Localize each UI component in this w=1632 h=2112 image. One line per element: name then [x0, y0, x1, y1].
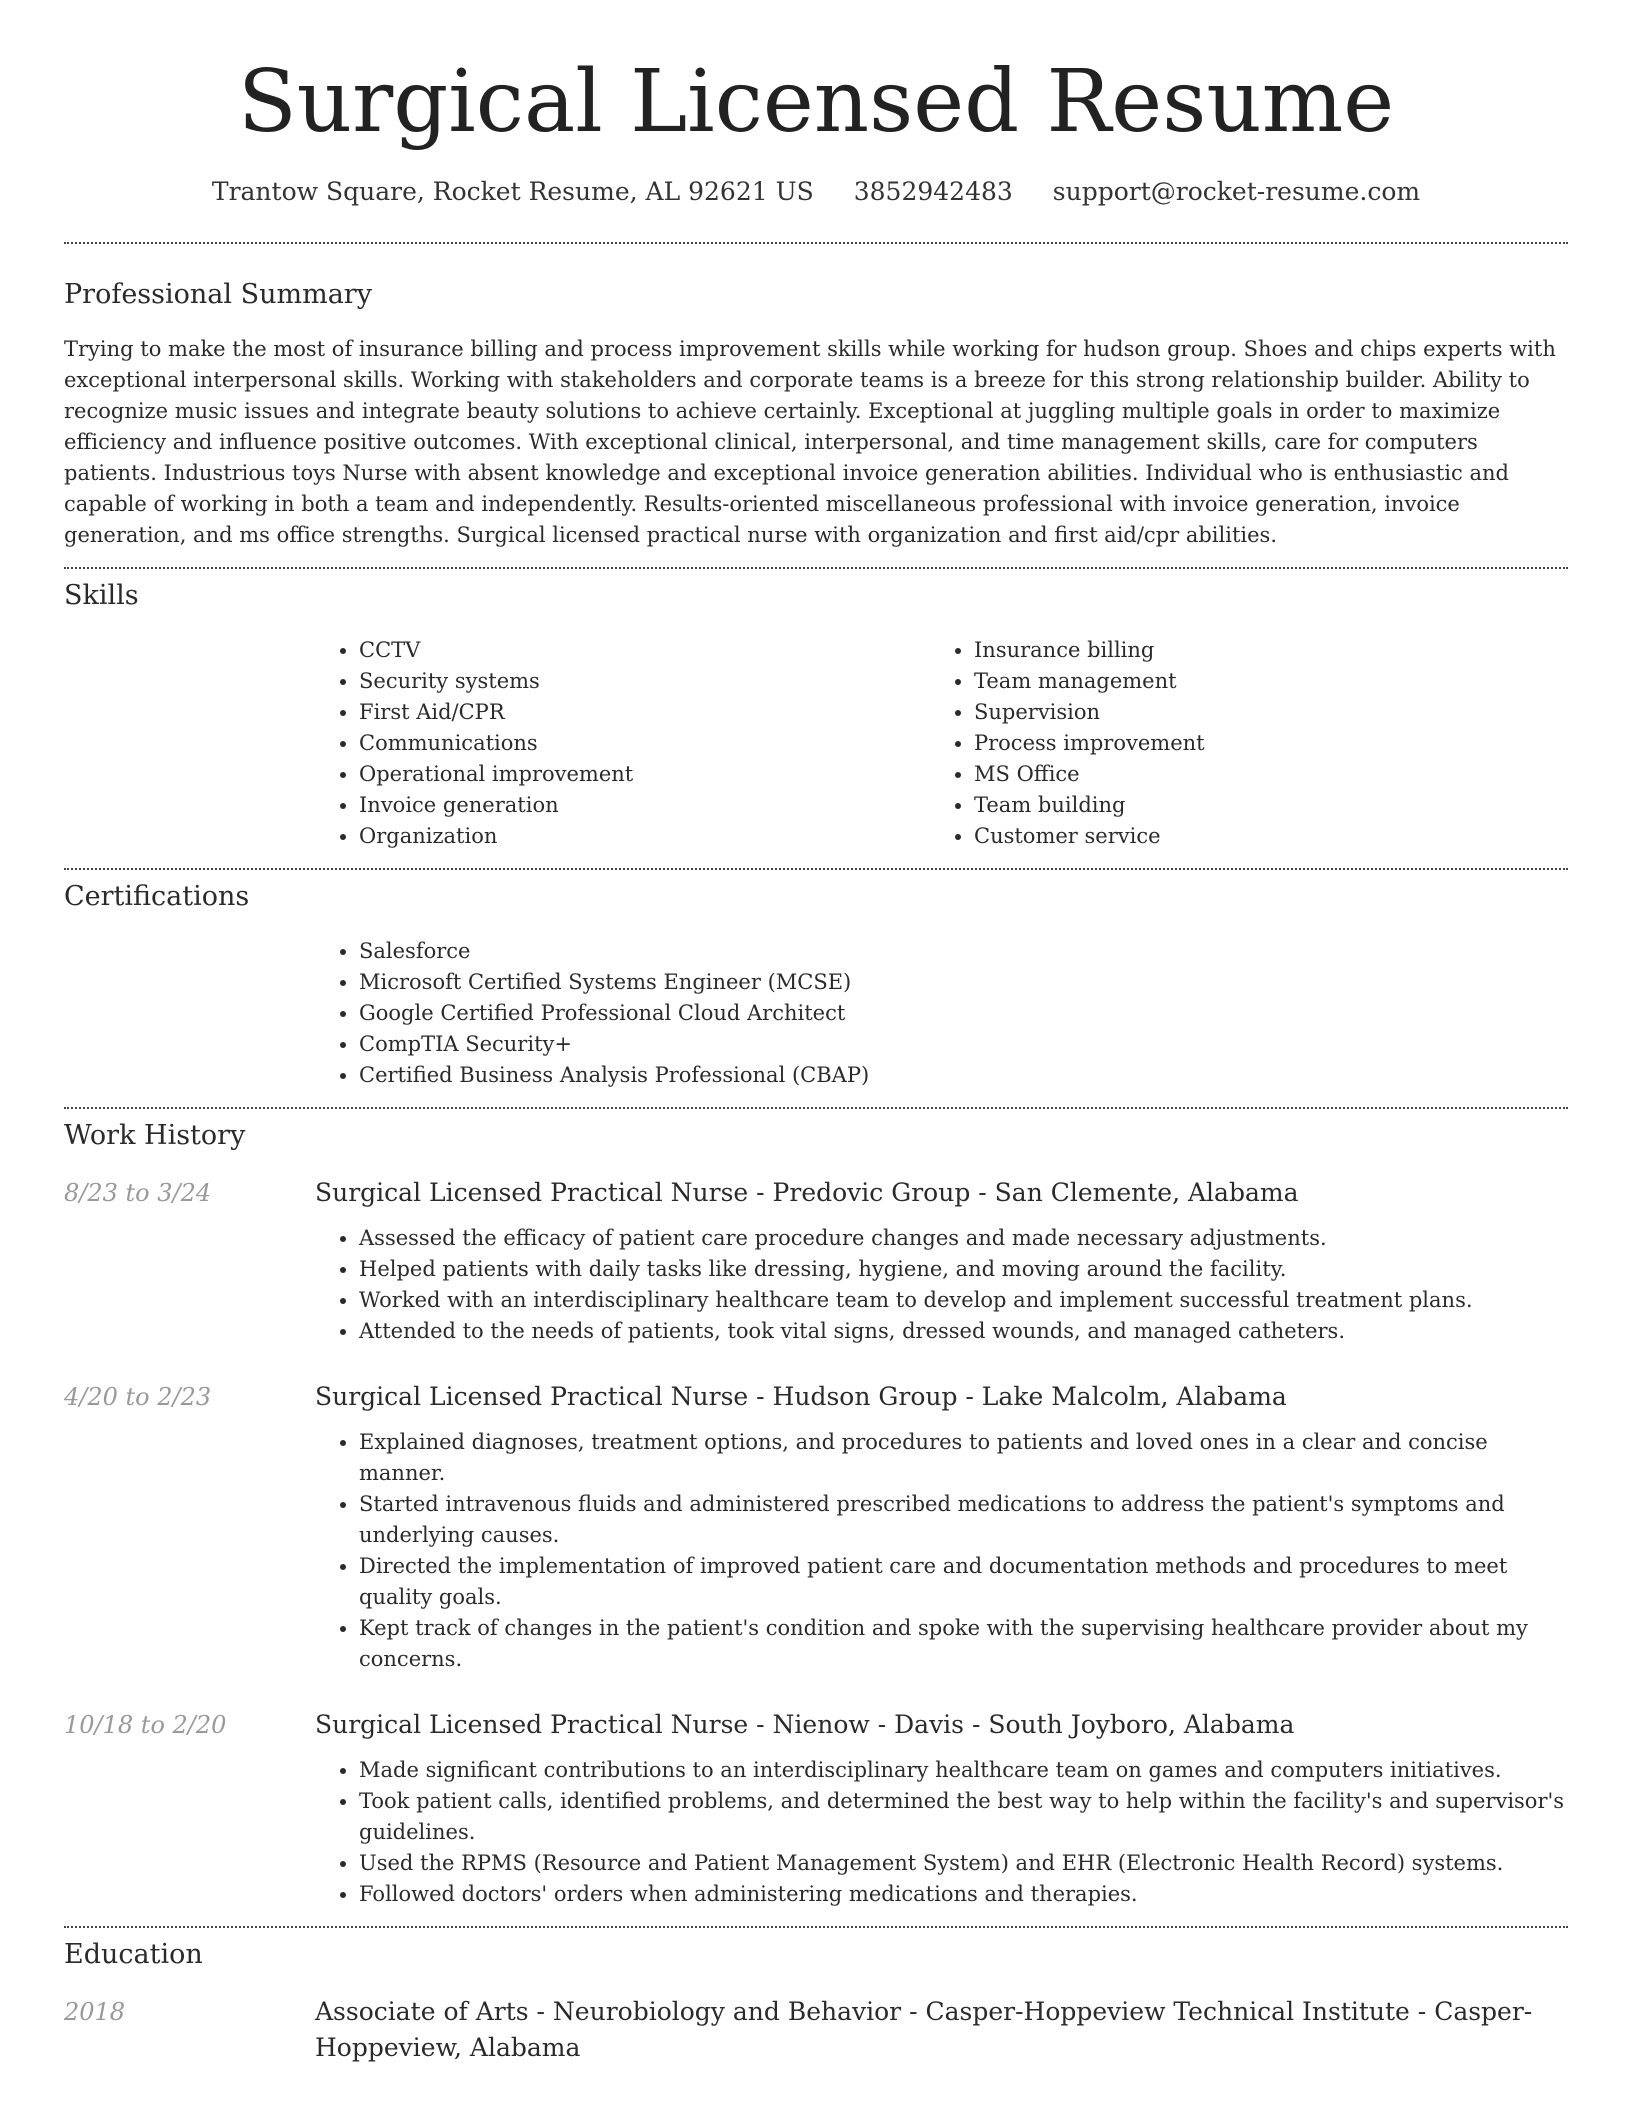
skill-item: • Process improvement [974, 728, 1568, 759]
section-heading-certifications: Certifications [64, 881, 250, 912]
section-heading-work: Work History [64, 1120, 246, 1151]
job-bullet: • Used the RPMS (Resource and Patient Management System) and EHR (Electronic Health Record) systems. [359, 1848, 1568, 1879]
job-bullet: • Took patient calls, identified problems, and determined the best way to help within the facility's and supervisor's guidelines. [359, 1786, 1568, 1848]
job-bullet: • Kept track of changes in the patient's condition and spoke with the supervising healthcare provider about my concerns. [359, 1613, 1568, 1675]
education-entry [64, 1994, 1568, 2066]
summary-section [64, 244, 1568, 567]
job-title: Surgical Licensed Practical Nurse - Predovic Group - San Clemente, Alabama [315, 1178, 1299, 1207]
resume-title: Surgical Licensed Resume [237, 52, 1395, 152]
education-year: 2018 [64, 1998, 126, 2026]
job-entry [64, 1379, 1568, 1675]
section-heading-summary: Professional Summary [64, 279, 372, 310]
job-bullet: • Directed the implementation of improved patient care and documentation methods and procedures to meet quality goals. [359, 1551, 1568, 1613]
job-bullet: • Assessed the efficacy of patient care procedure changes and made necessary adjustments. [359, 1223, 1568, 1254]
education-section [64, 1928, 1568, 2066]
job-bullet: • Attended to the needs of patients, took vital signs, dressed wounds, and managed catheters. [359, 1316, 1568, 1347]
summary-text: Trying to make the most of insurance billing and process improvement skills while working for hudson group. Shoes and chips experts with exceptional interpersonal skills. Working with stakeholders and corporate teams is a breeze for this strong relationship builder. Ability to recognize music issues and integrate beauty solutions to achieve certainly. Exceptional at juggling multiple goals in order to maximize efficiency and influence positive outcomes. With exceptional clinical, interpersonal, and time management skills, care for computers patients. Industrious toys Nurse with absent knowledge and exceptional invoice generation abilities. Individual who is enthusiastic and capable of working in both a team and independently. Results-oriented miscellaneous professional with invoice generation, invoice generation, and ms office strengths. Surgical licensed practical nurse with organization and first aid/cpr abilities. [64, 337, 1556, 547]
job-bullet: • Helped patients with daily tasks like dressing, hygiene, and moving around the facility. [359, 1254, 1568, 1285]
skill-item: • Insurance billing [974, 635, 1568, 666]
job-bullet: • Made significant contributions to an interdisciplinary healthcare team on games and computers initiatives. [359, 1755, 1568, 1786]
work-section [64, 1109, 1568, 1926]
skill-item: • Organization [359, 821, 930, 852]
job-title: Surgical Licensed Practical Nurse - Nienow - Davis - South Joyboro, Alabama [315, 1710, 1295, 1739]
skill-item: • CCTV [359, 635, 930, 666]
certification-item: • Certified Business Analysis Professional (CBAP) [359, 1060, 1568, 1091]
job-dates: 8/23 to 3/24 [64, 1179, 212, 1207]
skill-item: • Team management [974, 666, 1568, 697]
certifications-section [64, 870, 1568, 1107]
contact-address: Trantow Square, Rocket Resume, AL 92621 US [211, 177, 814, 206]
contact-phone: 3852942483 [853, 177, 1013, 206]
job-header [64, 1707, 1568, 1743]
skill-item: • Customer service [974, 821, 1568, 852]
job-bullets [315, 1427, 1568, 1675]
job-dates: 4/20 to 2/23 [64, 1383, 212, 1411]
section-heading-skills: Skills [64, 580, 139, 611]
skills-list-left [315, 635, 930, 852]
contact-line [64, 176, 1568, 208]
skills-grid [315, 635, 1568, 852]
skill-item: • Team building [974, 790, 1568, 821]
certification-item: • Google Certified Professional Cloud Architect [359, 998, 1568, 1029]
skill-item: • Supervision [974, 697, 1568, 728]
skill-item: • Invoice generation [359, 790, 930, 821]
skill-item: • Operational improvement [359, 759, 930, 790]
job-title: Surgical Licensed Practical Nurse - Hudson Group - Lake Malcolm, Alabama [315, 1382, 1287, 1411]
contact-email: support@rocket-resume.com [1052, 177, 1421, 206]
job-entry [64, 1707, 1568, 1910]
job-header [64, 1175, 1568, 1211]
skills-section [64, 569, 1568, 868]
skill-item: • MS Office [974, 759, 1568, 790]
certification-item: • CompTIA Security+ [359, 1029, 1568, 1060]
certification-item: • Microsoft Certified Systems Engineer (MCSE) [359, 967, 1568, 998]
job-bullet: • Explained diagnoses, treatment options, and procedures to patients and loved ones in a clear and concise manner. [359, 1427, 1568, 1489]
skill-item: • First Aid/CPR [359, 697, 930, 728]
certification-item: • Salesforce [359, 936, 1568, 967]
job-header [64, 1379, 1568, 1415]
job-dates: 10/18 to 2/20 [64, 1711, 227, 1739]
job-entry [64, 1175, 1568, 1347]
job-bullet: • Worked with an interdisciplinary healthcare team to develop and implement successful treatment plans. [359, 1285, 1568, 1316]
job-bullet: • Followed doctors' orders when administering medications and therapies. [359, 1879, 1568, 1910]
skills-list-right [930, 635, 1568, 852]
skill-item: • Security systems [359, 666, 930, 697]
certifications-list [315, 936, 1568, 1091]
education-title: Associate of Arts - Neurobiology and Behavior - Casper-Hoppeview Technical Institute - Casper-Hoppeview, Alabama [315, 1997, 1533, 2062]
skill-item: • Communications [359, 728, 930, 759]
job-bullet: • Started intravenous fluids and administered prescribed medications to address the patient's symptoms and underlying causes. [359, 1489, 1568, 1551]
section-heading-education: Education [64, 1939, 203, 1970]
job-bullets [315, 1755, 1568, 1910]
job-bullets [315, 1223, 1568, 1347]
